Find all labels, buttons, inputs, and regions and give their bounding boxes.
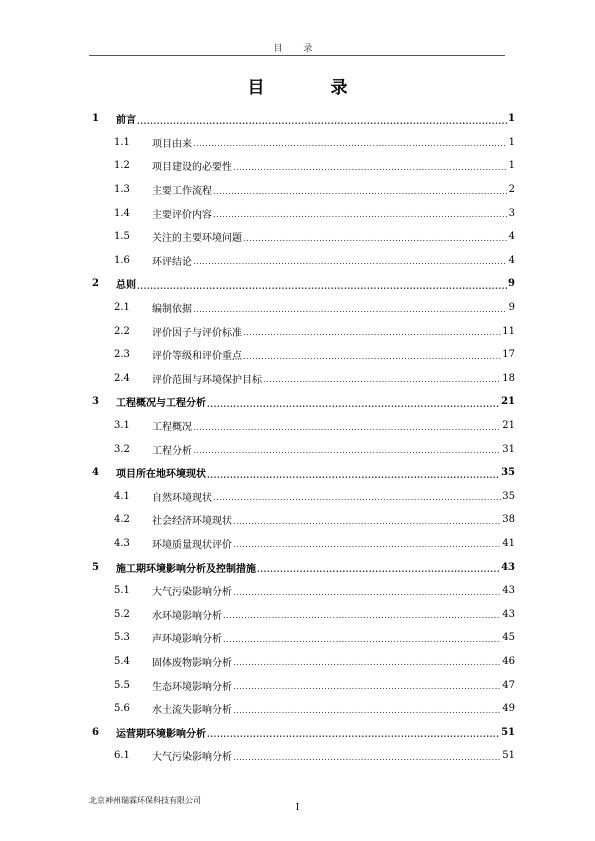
toc-page-number: 18 xyxy=(502,372,515,384)
toc-entry-chapter[interactable] xyxy=(89,461,515,485)
toc-entry-section[interactable] xyxy=(89,343,515,367)
toc-title: 总则 xyxy=(116,280,136,292)
toc-entry-section[interactable] xyxy=(89,650,515,674)
toc-entry-section[interactable] xyxy=(89,319,515,343)
toc-page-number: 3 xyxy=(508,207,515,219)
dot-leader xyxy=(193,306,507,314)
toc-page-number: 45 xyxy=(502,632,515,644)
dot-leader xyxy=(213,188,507,196)
toc-entry-chapter[interactable] xyxy=(89,555,515,579)
dot-leader xyxy=(137,117,507,125)
toc-entry-section[interactable] xyxy=(89,532,515,556)
toc-page-number: 1 xyxy=(508,136,515,148)
toc-page-number: 47 xyxy=(502,679,515,691)
toc-title: 主要工作流程 xyxy=(152,186,212,198)
toc-entry-section[interactable] xyxy=(89,437,515,461)
dot-leader xyxy=(207,730,500,738)
toc-number: 4 xyxy=(92,467,99,479)
toc-page-number: 9 xyxy=(508,278,515,290)
toc-entry-section[interactable] xyxy=(89,508,515,532)
toc-number: 6.1 xyxy=(114,750,130,762)
toc-number: 1.2 xyxy=(114,160,130,172)
toc-page-number: 43 xyxy=(501,561,515,573)
toc-number: 5.3 xyxy=(114,632,130,644)
toc-title: 项目所在地环境现状 xyxy=(116,469,206,481)
toc-title: 工程分析 xyxy=(152,445,192,457)
toc-entry-chapter[interactable] xyxy=(89,272,515,296)
toc-number: 5 xyxy=(92,561,99,573)
dot-leader xyxy=(193,140,507,148)
page-title: 目 录 xyxy=(247,78,378,98)
dot-leader xyxy=(233,659,501,667)
dot-leader xyxy=(207,400,500,408)
table-of-contents xyxy=(89,107,515,768)
footer-page-number: I xyxy=(295,803,300,813)
dot-leader xyxy=(233,541,501,549)
toc-entry-section[interactable] xyxy=(89,367,515,391)
toc-title: 水环境影响分析 xyxy=(152,610,222,622)
toc-number: 6 xyxy=(92,726,99,738)
toc-number: 5.5 xyxy=(114,679,130,691)
toc-title: 工程概况 xyxy=(152,422,192,434)
toc-title: 声环境影响分析 xyxy=(152,634,222,646)
toc-number: 5.2 xyxy=(114,608,130,620)
toc-title: 主要评价内容 xyxy=(152,209,212,221)
dot-leader xyxy=(233,754,501,762)
dot-leader xyxy=(193,424,501,432)
dot-leader xyxy=(213,211,507,219)
toc-entry-section[interactable] xyxy=(89,485,515,509)
dot-leader xyxy=(193,258,507,266)
toc-number: 5.4 xyxy=(114,655,130,667)
toc-number: 2 xyxy=(92,278,99,290)
toc-page-number: 17 xyxy=(502,349,515,361)
toc-number: 1 xyxy=(92,113,99,125)
toc-page-number: 11 xyxy=(502,325,515,337)
toc-page-number: 9 xyxy=(508,302,515,314)
toc-page-number: 1 xyxy=(508,113,515,125)
toc-entry-section[interactable] xyxy=(89,178,515,202)
toc-number: 4.1 xyxy=(114,490,130,502)
toc-number: 3.2 xyxy=(114,443,130,455)
toc-page-number: 31 xyxy=(502,443,515,455)
toc-entry-section[interactable] xyxy=(89,249,515,273)
toc-entry-section[interactable] xyxy=(89,626,515,650)
dot-leader xyxy=(193,447,501,455)
toc-page-number: 41 xyxy=(502,537,515,549)
toc-entry-section[interactable] xyxy=(89,697,515,721)
toc-page-number: 2 xyxy=(508,184,515,196)
toc-title: 评价等级和评价重点 xyxy=(152,351,242,363)
toc-title: 环评结论 xyxy=(152,256,192,268)
toc-number: 5.6 xyxy=(114,703,130,715)
toc-title: 项目由来 xyxy=(152,138,192,150)
dot-leader xyxy=(243,329,501,337)
toc-title: 社会经济环境现状 xyxy=(152,516,232,528)
toc-number: 2.4 xyxy=(114,372,130,384)
toc-entry-chapter[interactable] xyxy=(89,390,515,414)
dot-leader xyxy=(223,612,501,620)
toc-page-number: 21 xyxy=(501,396,515,408)
toc-title: 编制依据 xyxy=(152,304,192,316)
toc-page-number: 51 xyxy=(502,750,515,762)
dot-leader xyxy=(257,565,500,573)
toc-number: 1.1 xyxy=(114,136,130,148)
toc-page-number: 43 xyxy=(502,608,515,620)
toc-title: 自然环境现状 xyxy=(152,492,212,504)
toc-title: 生态环境影响分析 xyxy=(152,681,232,693)
toc-entry-section[interactable] xyxy=(89,296,515,320)
toc-number: 2.2 xyxy=(114,325,130,337)
toc-number: 4.2 xyxy=(114,514,130,526)
toc-number: 1.4 xyxy=(114,207,130,219)
header-divider xyxy=(89,55,505,56)
dot-leader xyxy=(223,636,501,644)
dot-leader xyxy=(233,164,507,172)
dot-leader xyxy=(233,589,501,597)
toc-number: 2.3 xyxy=(114,349,130,361)
toc-title: 水土流失影响分析 xyxy=(152,705,232,717)
toc-number: 2.1 xyxy=(114,302,130,314)
toc-page-number: 35 xyxy=(501,467,515,479)
toc-number: 3.1 xyxy=(114,420,130,432)
toc-title: 固体废物影响分析 xyxy=(152,657,232,669)
toc-entry-section[interactable] xyxy=(89,225,515,249)
footer-company-name: 北京神州瑞霖环保科技有限公司 xyxy=(89,796,201,805)
toc-entry-section[interactable] xyxy=(89,201,515,225)
toc-number: 3 xyxy=(92,396,99,408)
toc-title: 大气污染影响分析 xyxy=(152,587,232,599)
toc-number: 1.3 xyxy=(114,184,130,196)
dot-leader xyxy=(263,376,501,384)
toc-page-number: 46 xyxy=(502,655,515,667)
toc-number: 5.1 xyxy=(114,585,130,597)
toc-page-number: 1 xyxy=(508,160,515,172)
toc-entry-chapter[interactable] xyxy=(89,107,515,131)
toc-page-number: 4 xyxy=(508,254,515,266)
toc-title: 工程概况与工程分析 xyxy=(116,398,206,410)
toc-number: 1.6 xyxy=(114,254,130,266)
dot-leader xyxy=(233,518,501,526)
toc-title: 施工期环境影响分析及控制措施 xyxy=(116,563,256,575)
toc-entry-section[interactable] xyxy=(89,154,515,178)
toc-page-number: 43 xyxy=(502,585,515,597)
dot-leader xyxy=(233,683,501,691)
toc-entry-section[interactable] xyxy=(89,744,515,768)
dot-leader xyxy=(243,235,507,243)
toc-entry-section[interactable] xyxy=(89,673,515,697)
toc-entry-section[interactable] xyxy=(89,131,515,155)
toc-title: 环境质量现状评价 xyxy=(152,539,232,551)
toc-title: 关注的主要环境问题 xyxy=(152,233,242,245)
toc-number: 4.3 xyxy=(114,537,130,549)
running-header: 目 录 xyxy=(273,44,322,54)
toc-entry-chapter[interactable] xyxy=(89,720,515,744)
toc-page-number: 49 xyxy=(502,703,515,715)
toc-number: 1.5 xyxy=(114,231,130,243)
toc-title: 评价范围与环境保护目标 xyxy=(152,374,262,386)
toc-page-number: 35 xyxy=(502,490,515,502)
toc-title: 评价因子与评价标准 xyxy=(152,327,242,339)
toc-page-number: 21 xyxy=(502,420,515,432)
dot-leader xyxy=(233,707,501,715)
dot-leader xyxy=(243,353,501,361)
toc-title: 项目建设的必要性 xyxy=(152,162,232,174)
dot-leader xyxy=(207,471,500,479)
toc-title: 大气污染影响分析 xyxy=(152,752,232,764)
dot-leader xyxy=(137,282,507,290)
toc-title: 运营期环境影响分析 xyxy=(116,728,206,740)
toc-title: 前言 xyxy=(116,115,136,127)
toc-page-number: 4 xyxy=(508,231,515,243)
toc-entry-section[interactable] xyxy=(89,579,515,603)
toc-page-number: 51 xyxy=(501,726,515,738)
toc-page-number: 38 xyxy=(502,514,515,526)
toc-entry-section[interactable] xyxy=(89,602,515,626)
dot-leader xyxy=(213,494,501,502)
toc-entry-section[interactable] xyxy=(89,414,515,438)
